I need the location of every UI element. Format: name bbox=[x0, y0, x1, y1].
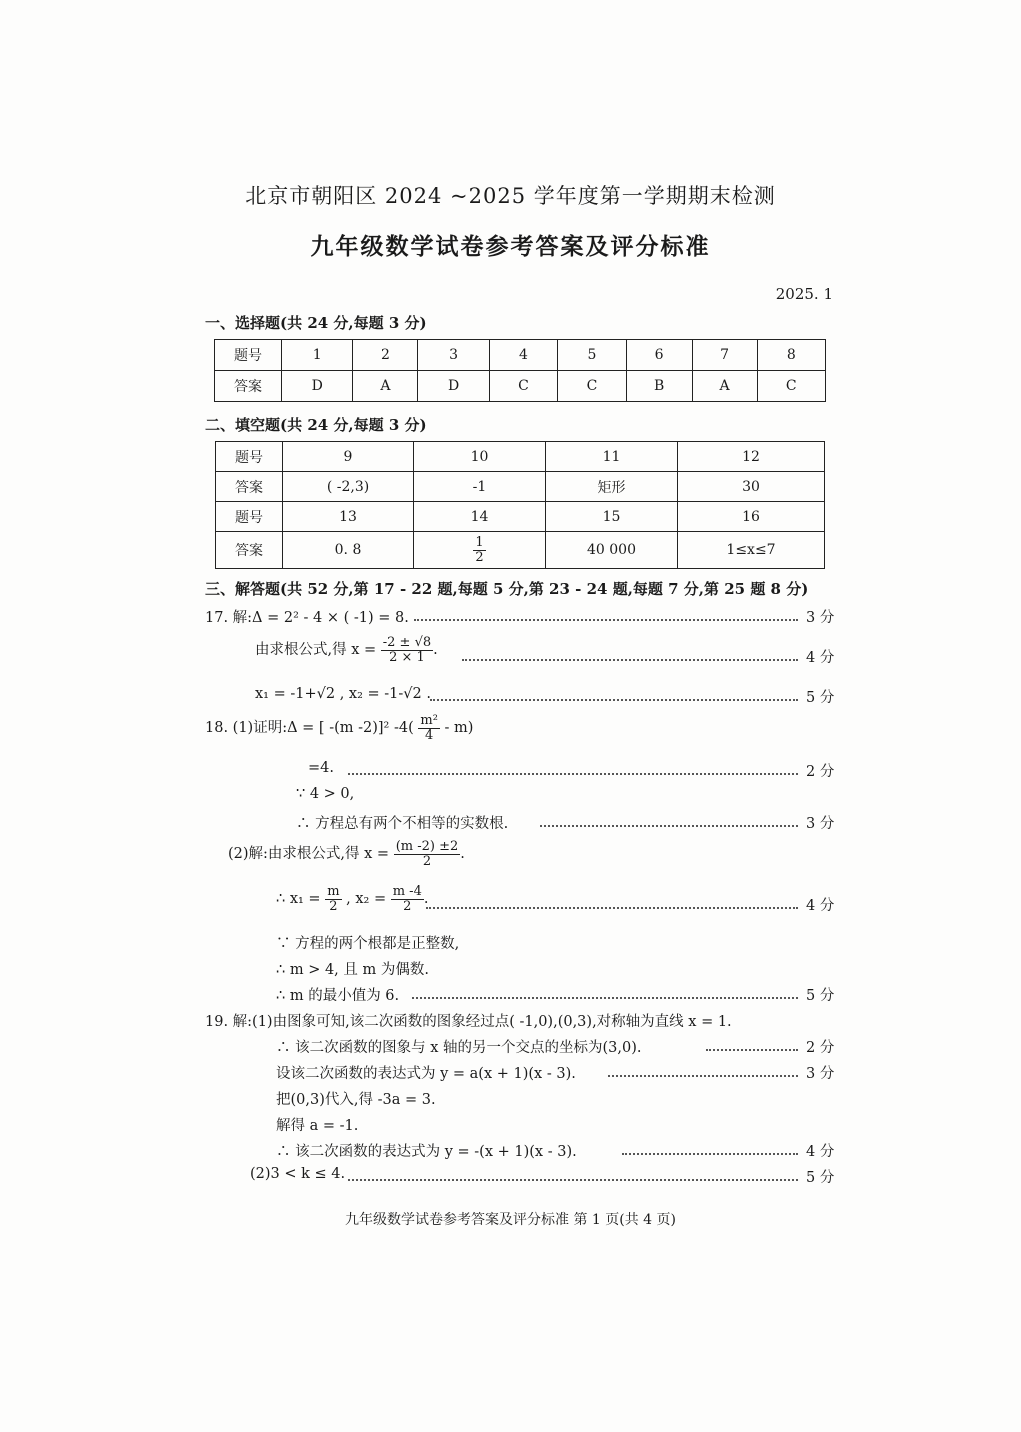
question-number: 5 bbox=[558, 340, 626, 371]
leader-dots bbox=[706, 1049, 798, 1051]
answer-cell: C bbox=[489, 371, 557, 402]
fraction bbox=[418, 714, 440, 742]
fraction-numerator: m bbox=[327, 884, 340, 899]
score-label: 5 分 bbox=[806, 988, 835, 1004]
q18-line7: ∵ 方程的两个根都是正整数, bbox=[276, 936, 460, 952]
leader-dots bbox=[348, 773, 798, 775]
section2-heading: 二、填空题(共 24 分,每题 3 分) bbox=[205, 416, 427, 434]
fraction-numerator: (m -2) ±2 bbox=[395, 839, 459, 854]
answer-cell: D bbox=[418, 371, 489, 402]
answer-cell: 矩形 bbox=[546, 472, 678, 502]
leader-dots bbox=[540, 825, 798, 827]
question-number: 15 bbox=[546, 502, 678, 532]
row-label: 题号 bbox=[216, 502, 283, 532]
q18-line5: (2)解:由求根公式,得 x = $\frac{(m -2) \pm 2}{2}$ . bbox=[228, 839, 465, 869]
page-footer: 九年级数学试卷参考答案及评分标准 第 1 页(共 4 页) bbox=[345, 1212, 676, 1228]
leader-dots bbox=[412, 997, 798, 999]
fraction bbox=[325, 885, 341, 913]
table-row bbox=[216, 442, 825, 472]
question-number: 7 bbox=[692, 340, 757, 371]
question-number: 8 bbox=[757, 340, 825, 371]
q18-line6-prefix: ∴ x₁ = bbox=[276, 891, 321, 908]
q18-line6-mid: , x₂ = bbox=[346, 891, 387, 908]
leader-dots bbox=[462, 659, 798, 661]
table-row bbox=[216, 472, 825, 502]
fraction bbox=[381, 636, 433, 664]
score-label: 5 分 bbox=[806, 690, 835, 706]
q19-line4: 把(0,3)代入,得 -3a = 3. bbox=[276, 1092, 436, 1108]
q18-line4: ∴ 方程总有两个不相等的实数根. bbox=[296, 816, 509, 832]
answer-cell: C bbox=[558, 371, 626, 402]
score-label: 2 分 bbox=[806, 764, 835, 780]
answer-cell: -1 bbox=[414, 472, 546, 502]
score-label: 3 分 bbox=[806, 610, 835, 626]
leader-dots bbox=[622, 1153, 798, 1155]
question-number: 4 bbox=[489, 340, 557, 371]
score-label: 2 分 bbox=[806, 1040, 835, 1056]
answer-cell: ( -2,3) bbox=[283, 472, 414, 502]
score-label: 4 分 bbox=[806, 1144, 835, 1160]
row-label: 题号 bbox=[215, 340, 282, 371]
score-label: 3 分 bbox=[806, 1066, 835, 1082]
fill-in-answer-table bbox=[215, 441, 825, 569]
question-number: 2 bbox=[353, 340, 418, 371]
answer-cell: 40 000 bbox=[546, 532, 678, 569]
question-number: 6 bbox=[626, 340, 692, 371]
row-label: 答案 bbox=[216, 472, 283, 502]
leader-dots bbox=[414, 619, 798, 621]
q18-line3: ∵ 4 > 0, bbox=[296, 786, 355, 802]
fraction-denominator: 2 bbox=[403, 898, 412, 914]
row-label: 题号 bbox=[216, 442, 283, 472]
fraction-numerator: -2 ± √8 bbox=[382, 635, 432, 650]
score-label: 5 分 bbox=[806, 1170, 835, 1186]
question-number: 3 bbox=[418, 340, 489, 371]
q18-line1-suffix: - m) bbox=[444, 720, 474, 737]
table-row bbox=[216, 532, 825, 569]
q18-line2: =4. bbox=[308, 760, 334, 776]
question-number: 13 bbox=[283, 502, 414, 532]
exam-title: 北京市朝阳区 2024 ~2025 学年度第一学期期末检测 bbox=[245, 184, 776, 208]
fraction-denominator: 2 bbox=[475, 549, 484, 565]
table-row bbox=[215, 340, 826, 371]
q17-line1: 17. 解:Δ = 2² - 4 × ( -1) = 8. bbox=[205, 610, 409, 626]
table-row bbox=[215, 371, 826, 402]
fraction-numerator: m² bbox=[420, 713, 438, 728]
q18-line9: ∴ m 的最小值为 6. bbox=[276, 988, 400, 1004]
q18-line8: ∴ m > 4, 且 m 为偶数. bbox=[276, 962, 429, 978]
q18-line6: ∴ x₁ = $\frac{m}{2}$ , x₂ = $\frac{m -4}{2}$ . bbox=[276, 884, 429, 914]
q19-line7: (2)3 < k ≤ 4. bbox=[250, 1166, 346, 1182]
q18-line1-prefix: 18. (1)证明:Δ = [ -(m -2)]² -4( bbox=[205, 720, 414, 737]
q17-line3: x₁ = -1+√2 , x₂ = -1-√2 . bbox=[255, 686, 431, 702]
question-number: 10 bbox=[414, 442, 546, 472]
fraction-denominator: 4 bbox=[425, 727, 434, 743]
q19-line2: ∴ 该二次函数的图象与 x 轴的另一个交点的坐标为(3,0). bbox=[276, 1040, 642, 1056]
q17-line2: 由求根公式,得 x = $\frac{-2 \pm √8}{2 \times 1}$ . bbox=[255, 635, 438, 665]
document-subtitle: 九年级数学试卷参考答案及评分标准 bbox=[310, 233, 711, 260]
fraction bbox=[473, 536, 485, 564]
question-number: 14 bbox=[414, 502, 546, 532]
leader-dots bbox=[430, 699, 798, 701]
row-label: 答案 bbox=[216, 532, 283, 569]
leader-dots bbox=[608, 1075, 798, 1077]
answer-cell: A bbox=[353, 371, 418, 402]
fraction-denominator: 2 bbox=[422, 853, 432, 869]
answer-cell: A bbox=[692, 371, 757, 402]
score-label: 4 分 bbox=[806, 898, 835, 914]
answer-cell bbox=[414, 532, 546, 569]
q19-line3: 设该二次函数的表达式为 y = a(x + 1)(x - 3). bbox=[276, 1066, 576, 1082]
section1-heading: 一、选择题(共 24 分,每题 3 分) bbox=[205, 314, 427, 332]
fraction-numerator: m -4 bbox=[392, 884, 422, 899]
question-number: 9 bbox=[283, 442, 414, 472]
q19-line6: ∴ 该二次函数的表达式为 y = -(x + 1)(x - 3). bbox=[276, 1144, 577, 1160]
fraction bbox=[394, 840, 461, 868]
answer-cell: D bbox=[282, 371, 353, 402]
fraction-numerator: 1 bbox=[475, 534, 484, 550]
q17-line2-prefix: 由求根公式,得 x = bbox=[255, 642, 377, 659]
score-label: 3 分 bbox=[806, 816, 835, 832]
answer-cell: 1≤x≤7 bbox=[678, 532, 825, 569]
q18-line5-prefix: (2)解:由求根公式,得 x = bbox=[228, 846, 390, 863]
fraction-denominator: 2 × 1 bbox=[389, 649, 425, 665]
fraction bbox=[391, 885, 424, 913]
answer-cell: C bbox=[757, 371, 825, 402]
table-row bbox=[216, 502, 825, 532]
fraction-denominator: 2 bbox=[329, 898, 338, 914]
answer-cell: B bbox=[626, 371, 692, 402]
section3-heading: 三、解答题(共 52 分,第 17 - 22 题,每题 5 分,第 23 - 24 题,每题 7 分,第 25 题 8 分) bbox=[205, 580, 809, 598]
score-label: 4 分 bbox=[806, 650, 835, 666]
question-number: 12 bbox=[678, 442, 825, 472]
q19-line5: 解得 a = -1. bbox=[276, 1118, 359, 1134]
q18-line1 bbox=[205, 714, 473, 742]
question-number: 16 bbox=[678, 502, 825, 532]
row-label: 答案 bbox=[215, 371, 282, 402]
question-number: 11 bbox=[546, 442, 678, 472]
leader-dots bbox=[348, 1179, 798, 1181]
choice-answer-table bbox=[214, 339, 826, 402]
question-number: 1 bbox=[282, 340, 353, 371]
answer-cell: 30 bbox=[678, 472, 825, 502]
q19-line1: 19. 解:(1)由图象可知,该二次函数的图象经过点( -1,0),(0,3),对称轴为直线 x = 1. bbox=[205, 1014, 732, 1030]
leader-dots bbox=[426, 907, 798, 909]
answer-cell: 0. 8 bbox=[283, 532, 414, 569]
document-date: 2025. 1 bbox=[775, 285, 833, 303]
